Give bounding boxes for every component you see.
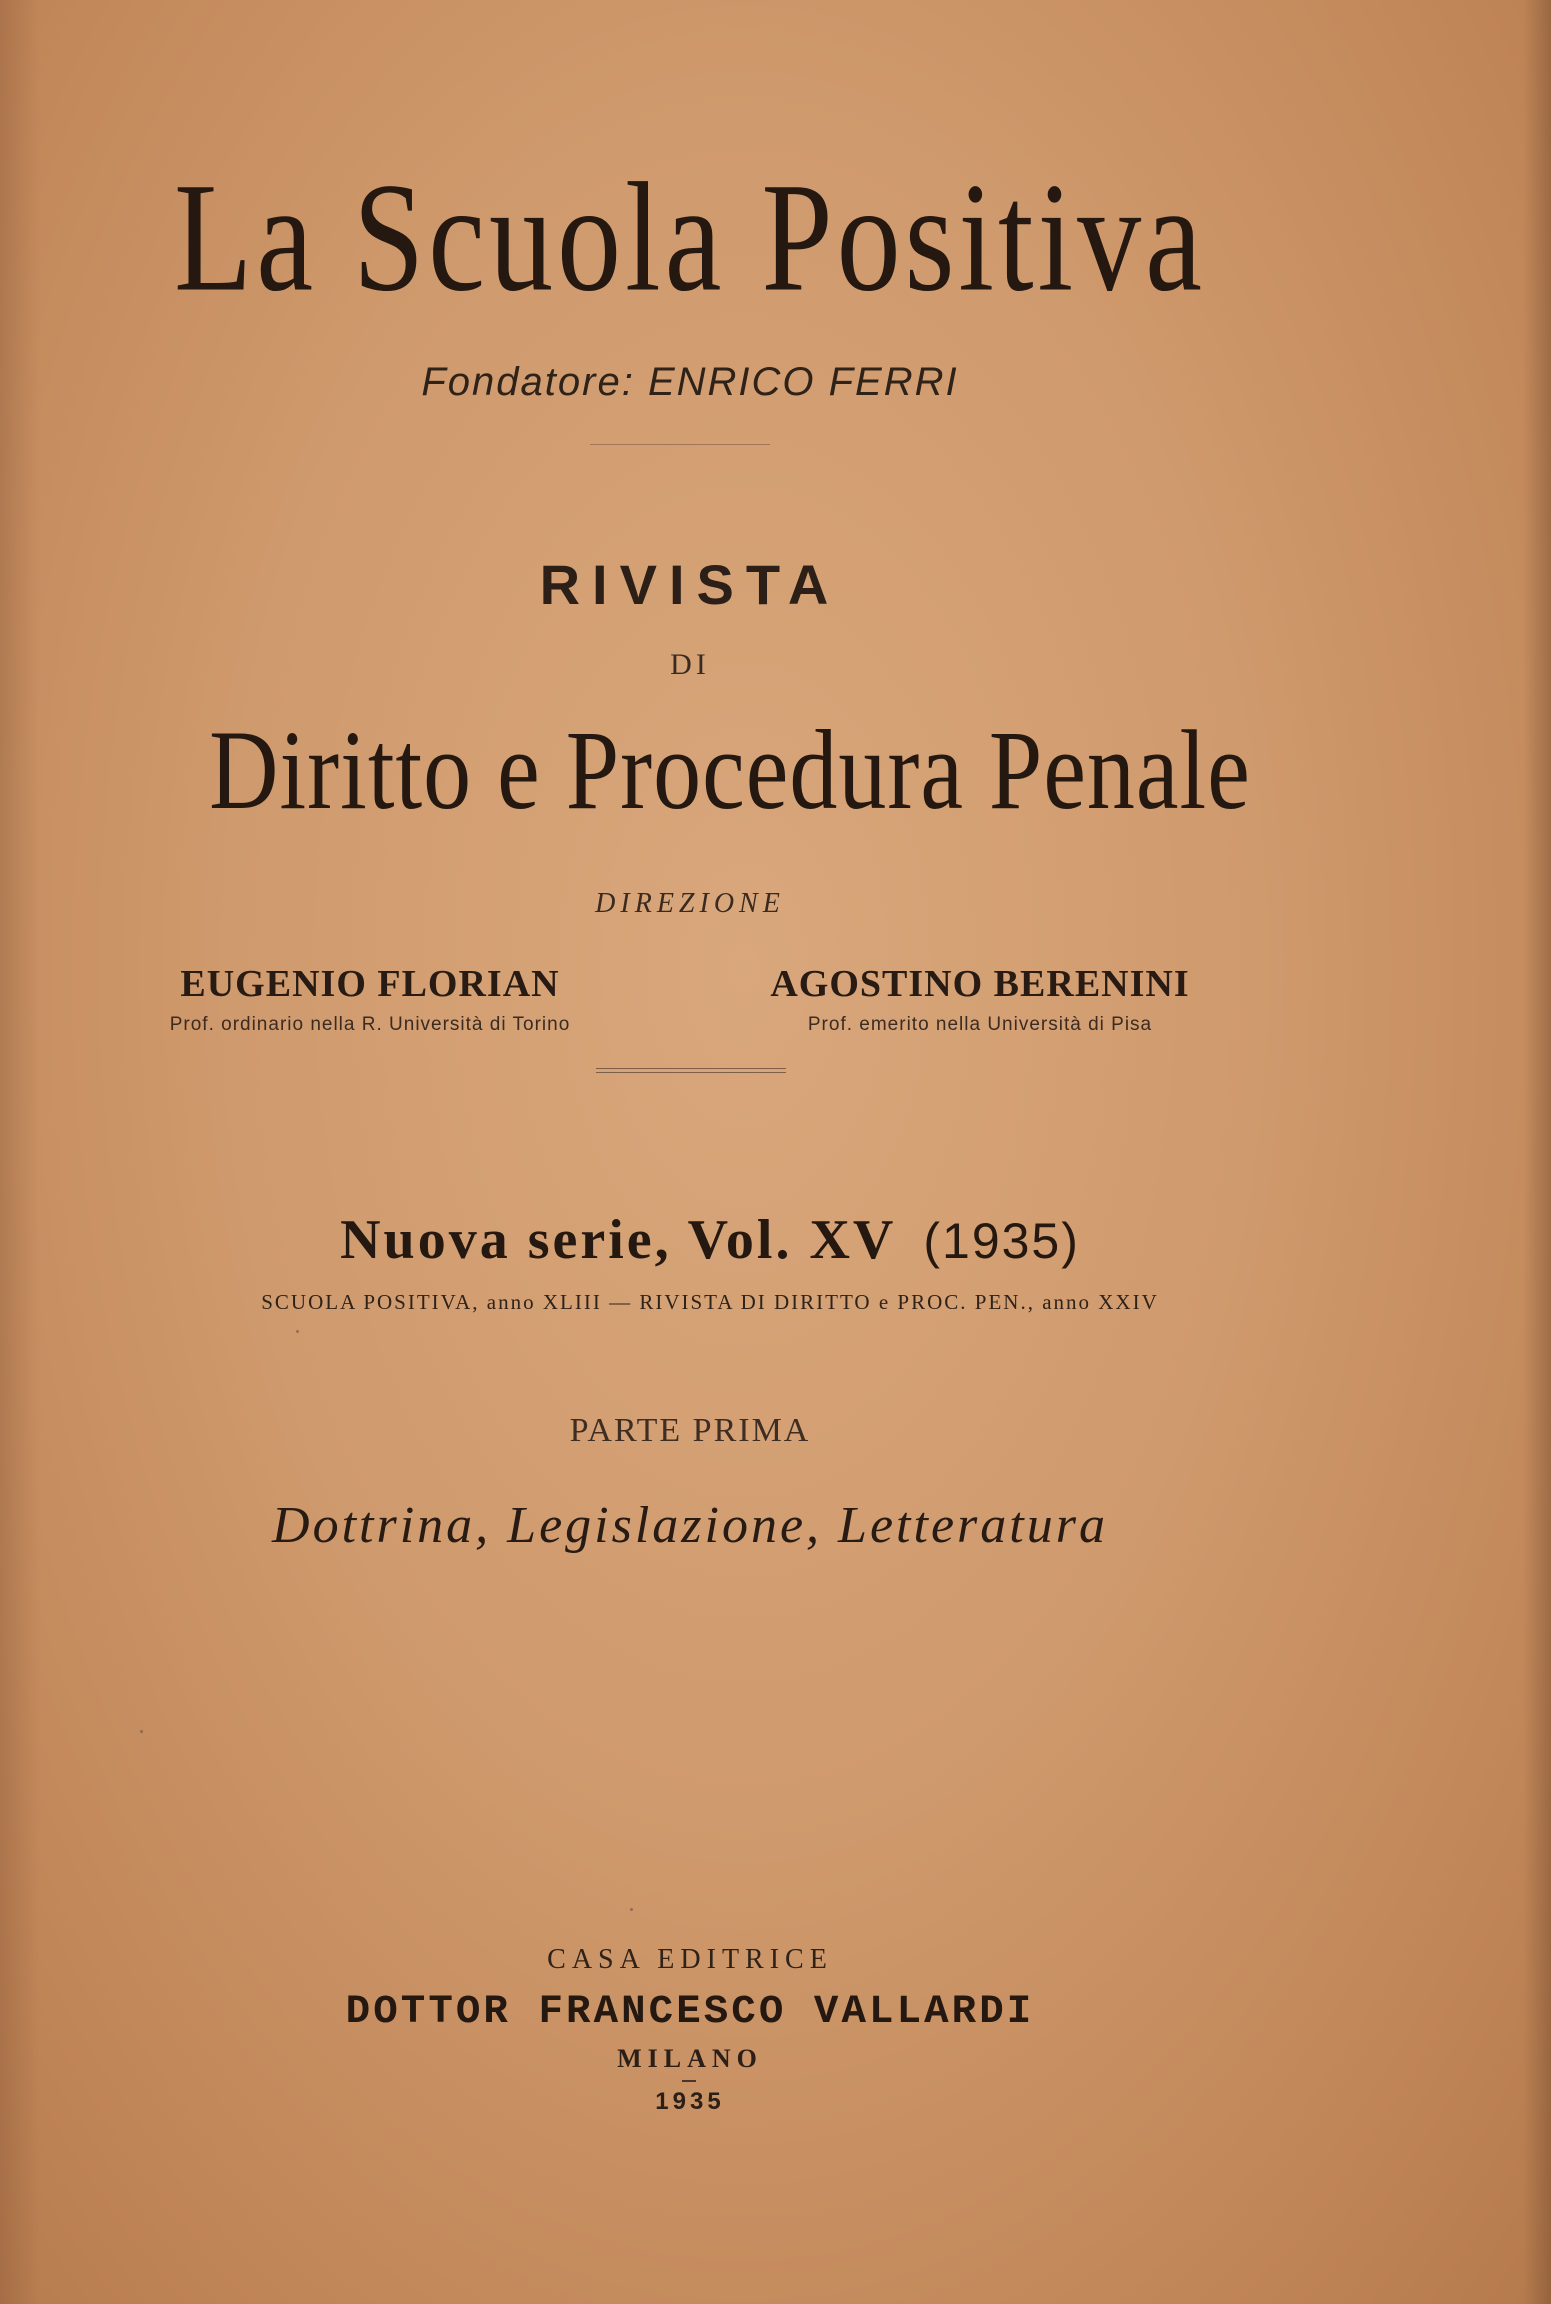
director-right <box>720 962 1240 1036</box>
paper-speck <box>296 1330 299 1333</box>
part-subjects: Dottrina, Legislazione, Letteratura <box>272 1497 1108 1554</box>
publication-year: 1935 <box>655 2088 725 2115</box>
double-divider-rule <box>596 1068 786 1073</box>
volume-line <box>20 1208 1400 1272</box>
publishing-house-label: CASA EDITRICE <box>547 1944 833 1975</box>
publisher-city: MILANO <box>617 2044 763 2073</box>
volume-label: Nuova serie, Vol. XV <box>340 1209 897 1271</box>
publisher-name: DOTTOR FRANCESCO VALLARDI <box>345 1990 1035 2035</box>
volume-year: (1935) <box>923 1213 1080 1269</box>
director-left <box>90 962 650 1036</box>
director-role: Prof. ordinario nella R. Università di Torino <box>169 1014 571 1035</box>
paper-speck <box>630 1908 633 1911</box>
journal-subtitle: Diritto e Procedura Penale <box>209 706 1251 833</box>
series-note: SCUOLA POSITIVA, anno XLIII — RIVISTA DI DIRITTO e PROC. PEN., anno XXIV <box>261 1290 1159 1314</box>
rivista-heading: RIVISTA <box>539 553 841 616</box>
director-role: Prof. emerito nella Università di Pisa <box>807 1014 1153 1035</box>
direction-label: DIREZIONE <box>595 888 785 919</box>
journal-title: La Scuola Positiva <box>174 150 1206 324</box>
paper-speck <box>140 1730 143 1733</box>
small-divider <box>682 2080 696 2082</box>
director-name: AGOSTINO BERENINI <box>770 963 1190 1005</box>
director-name: EUGENIO FLORIAN <box>180 963 560 1005</box>
di-connector: DI <box>670 648 710 681</box>
founder-line: Fondatore: ENRICO FERRI <box>421 360 959 404</box>
part-heading: PARTE PRIMA <box>569 1412 811 1449</box>
divider-rule <box>590 444 770 445</box>
page-shadow-right <box>1523 0 1551 2304</box>
